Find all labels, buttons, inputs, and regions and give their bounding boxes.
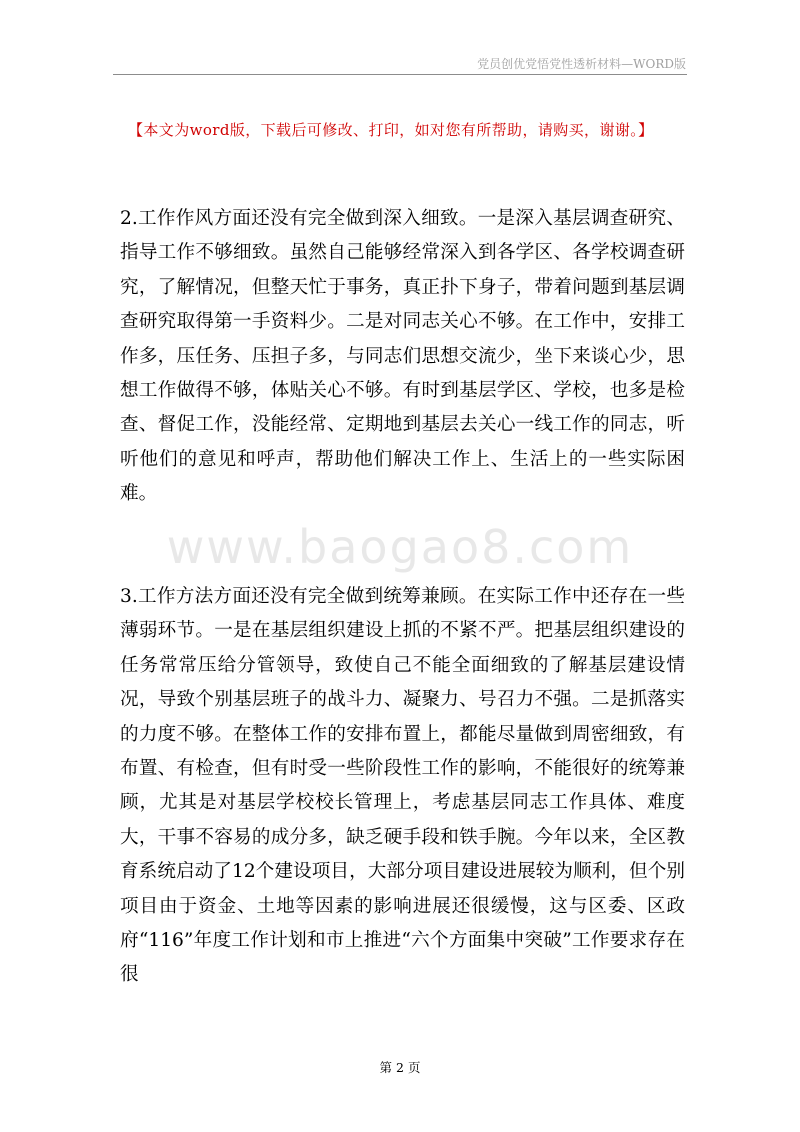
watermark: www.baogao8.com (166, 520, 634, 574)
document-header-title: 党员创优党悟党性透析材料—WORD版 (477, 57, 686, 71)
paragraph-work-method: 3.工作方法方面还没有完全做到统筹兼顾。在实际工作中还存在一些薄弱环节。一是在基层组织建设上抓的不紧不严。把基层组织建设的任务常常压给分管领导，致使自己不能全面细致的了解基层建设情况，导致个别基层班子的战斗力、凝聚力、号召力不强。二是抓落实的力度不够。在整体工作的安排布置上，都能尽量做到周密细致，有布置、有检查，但有时受一些阶段性工作的影响，不能很好的统筹兼顾，尤其是对基层学校校长管理上，考虑基层同志工作具体、难度大，干事不容易的成分多，缺乏硬手段和铁手腕。今年以来，全区教育系统启动了12个建设项目，大部分项目建设进展较为顺利，但个别项目由于资金、土地等因素的影响进展还很缓慢，这与区委、区政府“116”年度工作计划和市上推进“六个方面集中突破”工作要求存在很 (120, 586, 685, 986)
header-divider (113, 74, 687, 75)
paragraph-work-style: 2.工作作风方面还没有完全做到深入细致。一是深入基层调查研究、指导工作不够细致。虽然自己能够经常深入到各学区、各学校调查研究，了解情况，但整天忙于事务，真正扑下身子，带着问题到基层调查研究取得第一手资料少。二是对同志关心不够。在工作中，安排工作多，压任务、压担子多，与同志们思想交流少，坐下来谈心少，思想工作做得不够，体贴关心不够。有时到基层学区、学校，也多是检查、督促工作，没能经常、定期地到基层去关心一线工作的同志，听听他们的意见和呼声，帮助他们解决工作上、生活上的一些实际困难。 (120, 208, 685, 505)
page-number: 第 2 页 (379, 1060, 421, 1075)
download-notice: 【本文为word版，下载后可修改、打印，如对您有所帮助，请购买，谢谢。】 (128, 121, 654, 139)
